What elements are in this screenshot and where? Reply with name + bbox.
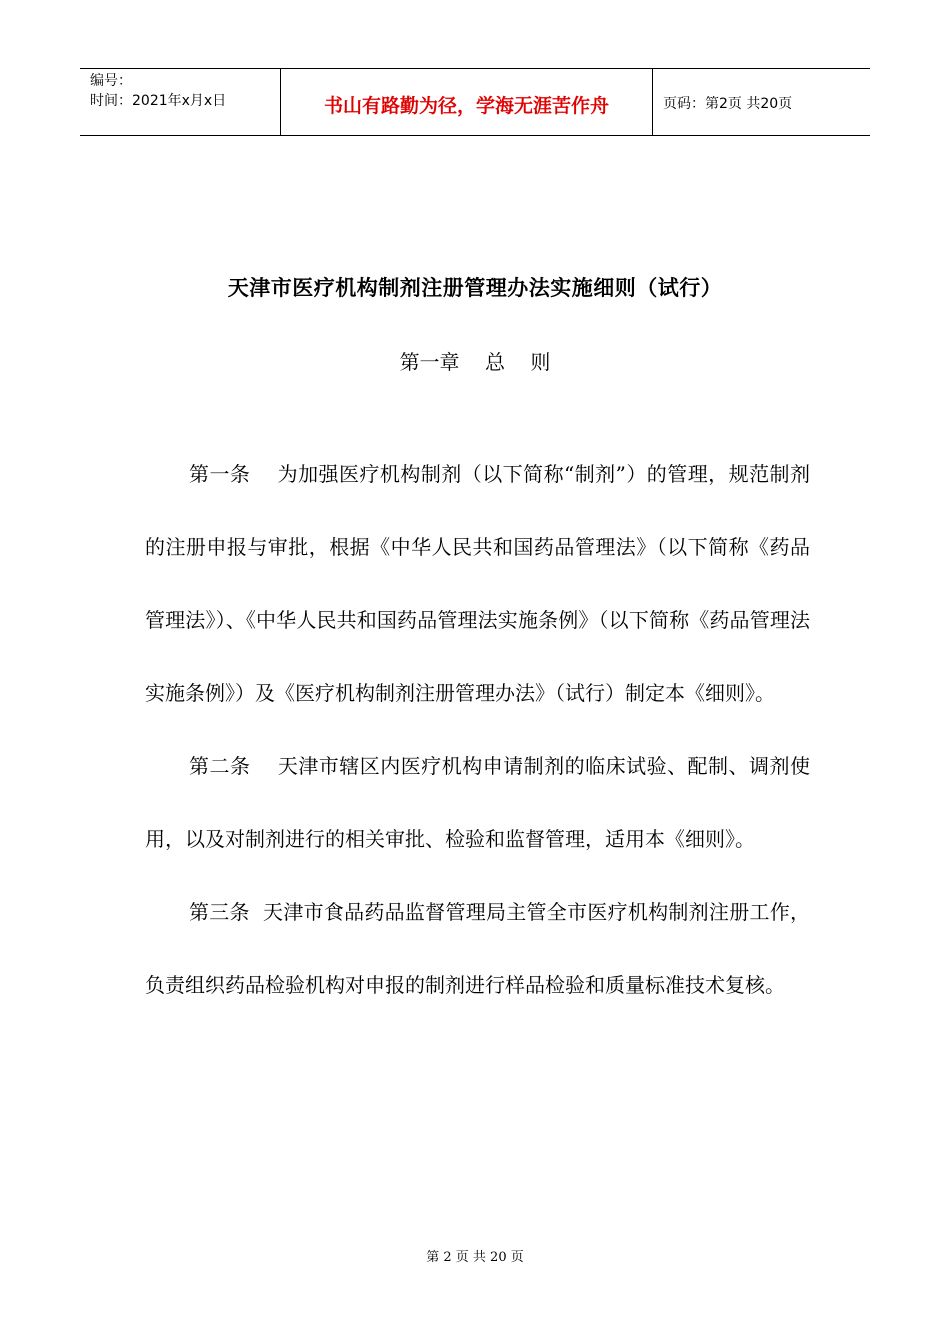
page-footer: 第 2 页 共 20 页	[426, 1250, 524, 1265]
document-body	[145, 438, 810, 1022]
header-page-info: 页码：第2页 共20页	[663, 96, 793, 112]
article-1: 第一条 为加强医疗机构制剂（以下简称“制剂”）的管理，规范制剂的注册申报与审批，根据《中华人民共和国药品管理法》（以下简称《药品管理法》）、《中华人民共和国药品管理法实施条例》（以下简称《药品管理法实施条例》）及《医疗机构制剂注册管理办法》（试行）制定本《细则》。	[145, 462, 810, 705]
header-motto: 书山有路勤为径，学海无涯苦作舟	[281, 69, 653, 135]
page-header	[80, 68, 870, 136]
document-title: 天津市医疗机构制剂注册管理办法实施细则（试行）	[227, 276, 723, 300]
header-meta	[80, 69, 281, 135]
document-number-label: 编号：	[90, 73, 132, 89]
article-2: 第二条 天津市辖区内医疗机构申请制剂的临床试验、配制、调剂使用，以及对制剂进行的相关审批、检验和监督管理，适用本《细则》。	[145, 754, 810, 851]
chapter-heading: 第一章 总 则	[399, 350, 551, 374]
article-3: 第三条 天津市食品药品监督管理局主管全市医疗机构制剂注册工作，负责组织药品检验机构对申报的制剂进行样品检验和质量标准技术复核。	[145, 900, 810, 997]
document-date-label: 时间：2021年x月x日	[90, 93, 227, 109]
